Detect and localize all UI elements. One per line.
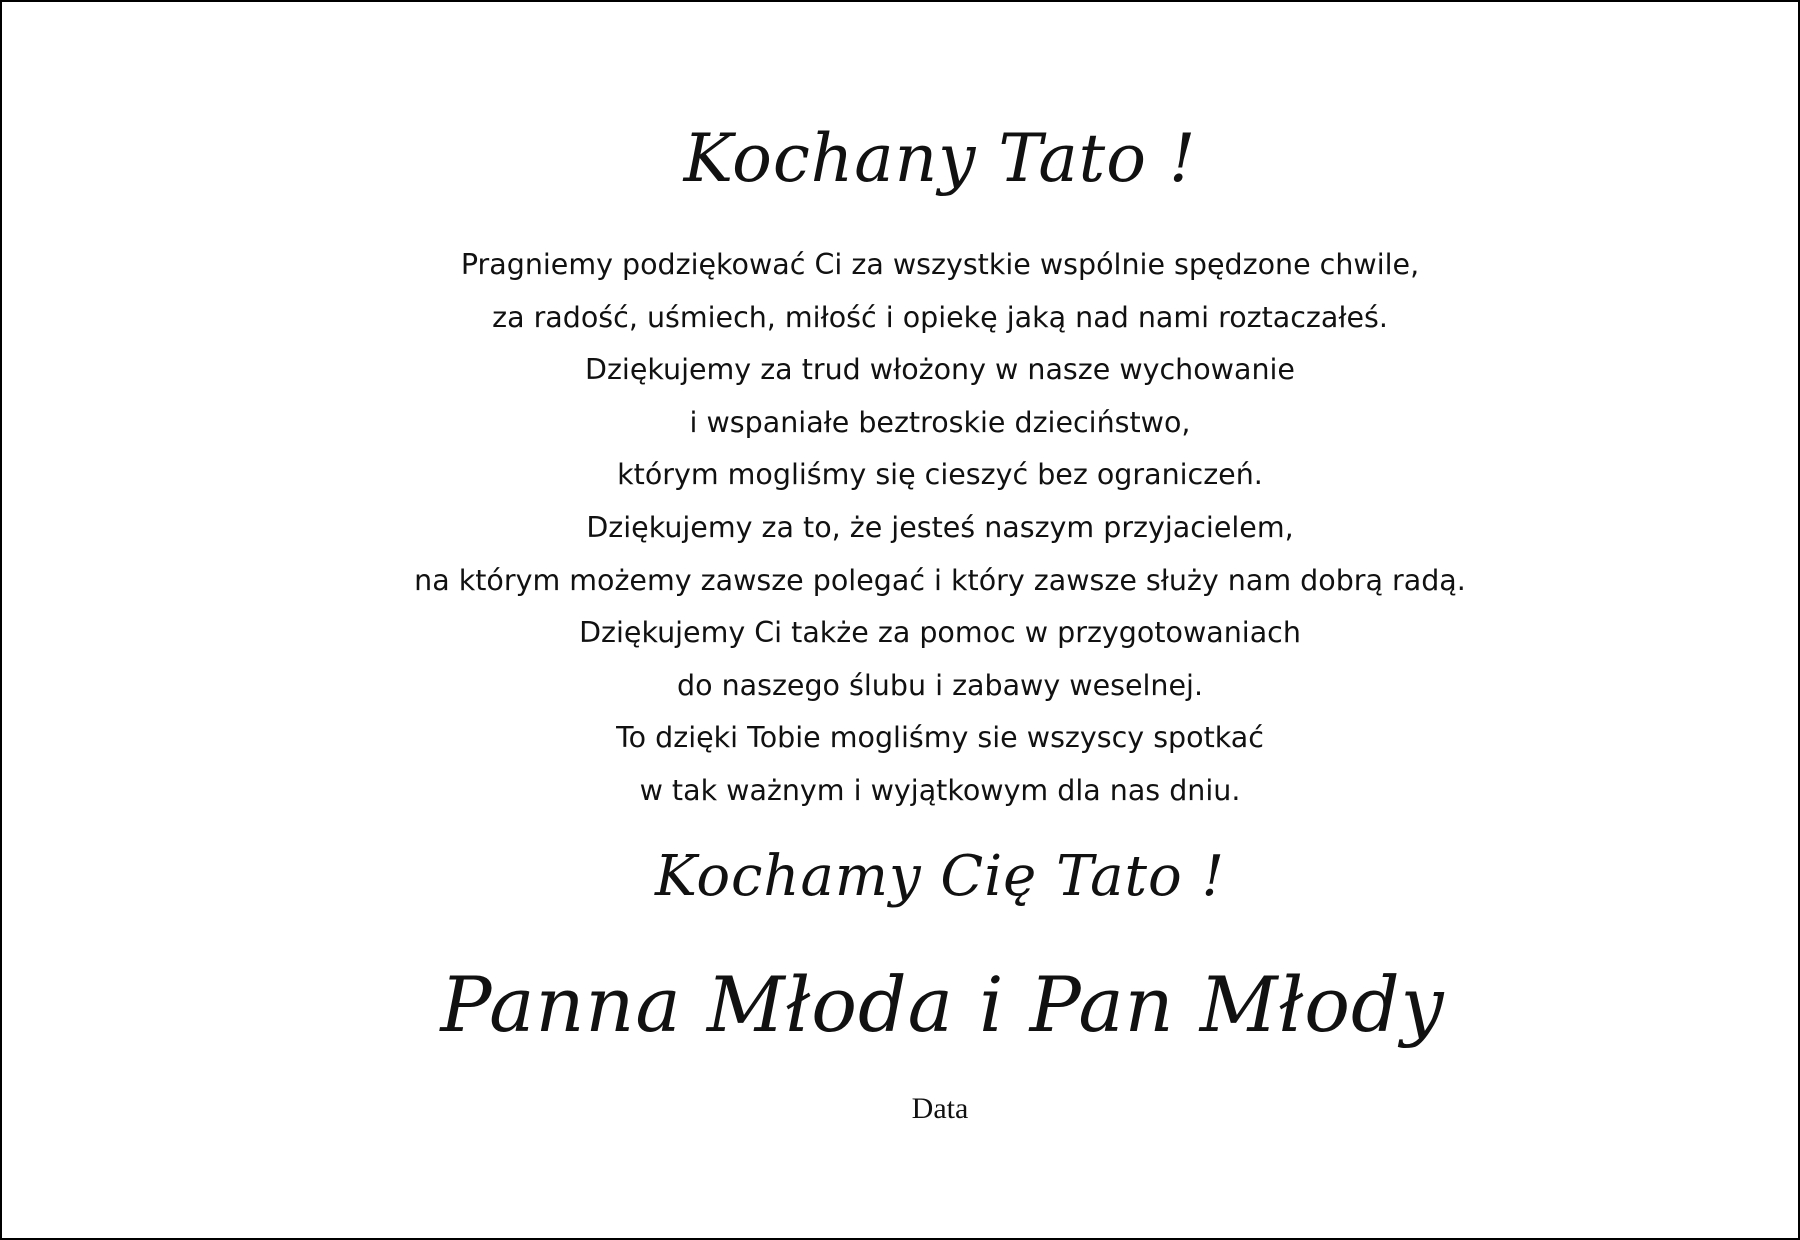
body-line: za radość, uśmiech, miłość i opiekę jaką nad nami roztaczałeś. <box>492 300 1388 334</box>
body-line: To dzięki Tobie mogliśmy sie wszyscy spotkać <box>616 721 1264 755</box>
body-line: i wspaniałe beztroskie dzieciństwo, <box>689 405 1191 439</box>
card-closing: Kochamy Cię Tato ! <box>654 844 1225 909</box>
body-line: na którym możemy zawsze polegać i który zawsze służy nam dobrą radą. <box>414 563 1466 597</box>
card-signature: Panna Młoda i Pan Młody <box>440 960 1445 1049</box>
body-line: Dziękujemy za to, że jesteś naszym przyjacielem, <box>586 510 1294 544</box>
body-line: w tak ważnym i wyjątkowym dla nas dniu. <box>639 773 1241 807</box>
body-line: Pragniemy podziękować Ci za wszystkie wspólnie spędzone chwile, <box>460 248 1420 281</box>
body-line: którym mogliśmy się cieszyć bez ograniczeń. <box>617 458 1263 492</box>
card-date: Data <box>911 1092 969 1125</box>
card-body <box>2 239 1798 818</box>
body-line: do naszego ślubu i zabawy weselnej. <box>677 668 1203 702</box>
card-heading: Kochany Tato ! <box>683 120 1197 197</box>
body-line: Dziękujemy Ci także za pomoc w przygotowaniach <box>579 616 1301 650</box>
body-line: Dziękujemy za trud włożony w nasze wychowanie <box>585 353 1295 387</box>
